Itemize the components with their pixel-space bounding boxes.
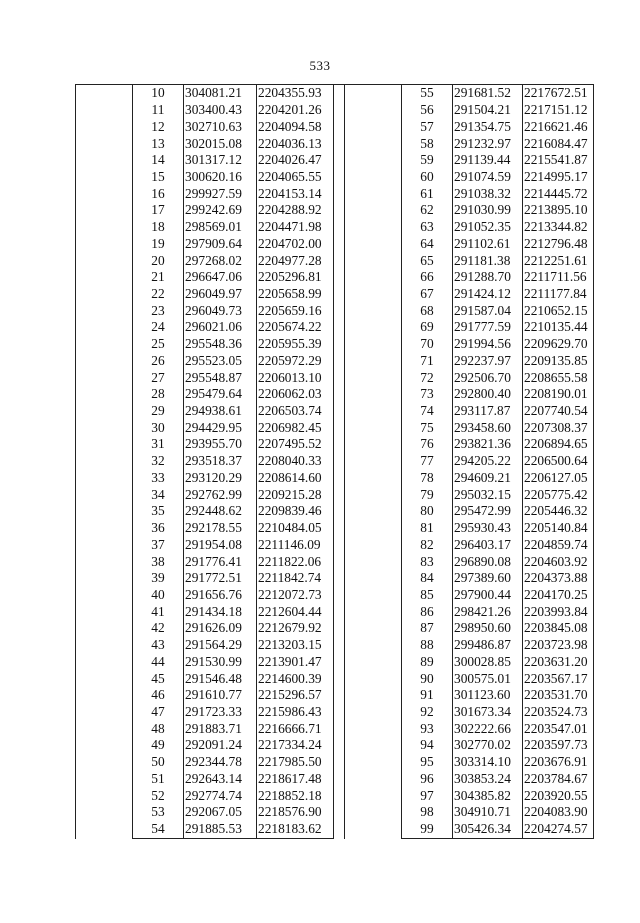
left-y-coordinate: 2206062.03 [257,386,334,403]
right-x-coordinate: 297389.60 [453,570,523,587]
coordinate-table [75,84,594,839]
left-x-coordinate: 295479.64 [184,386,257,403]
right-y-coordinate: 2206894.65 [523,436,594,453]
left-point-number: 29 [151,403,165,419]
left-y-coordinate: 2217334.24 [257,737,334,754]
right-x-coordinate: 302770.02 [453,737,523,754]
right-y-coordinate: 2203567.17 [523,670,594,687]
left-x-coordinate: 296021.06 [184,319,257,336]
left-point-number: 22 [151,286,165,302]
right-y-coordinate: 2204859.74 [523,536,594,553]
right-point-number: 73 [420,386,434,402]
left-point-number: 48 [151,720,165,736]
left-point-number: 49 [151,737,165,753]
right-x-coordinate: 291038.32 [453,185,523,202]
right-x-coordinate: 297900.44 [453,587,523,604]
left-y-coordinate: 2218576.90 [257,804,334,821]
right-y-coordinate: 2211177.84 [523,286,594,303]
right-x-coordinate: 295930.43 [453,520,523,537]
left-y-coordinate: 2216666.71 [257,720,334,737]
right-x-coordinate: 299486.87 [453,637,523,654]
right-y-coordinate: 2203784.67 [523,771,594,788]
right-x-coordinate: 295472.99 [453,503,523,520]
right-x-coordinate: 304385.82 [453,787,523,804]
left-y-coordinate: 2204153.14 [257,185,334,202]
right-y-coordinate: 2206500.64 [523,453,594,470]
right-point-number: 90 [420,670,434,686]
right-x-coordinate: 292506.70 [453,369,523,386]
left-y-coordinate: 2205658.99 [257,286,334,303]
right-y-coordinate: 2208190.01 [523,386,594,403]
right-y-coordinate: 2203631.20 [523,653,594,670]
right-y-coordinate: 2207308.37 [523,419,594,436]
right-y-coordinate: 2204170.25 [523,587,594,604]
left-y-coordinate: 2214600.39 [257,670,334,687]
left-y-coordinate: 2206503.74 [257,403,334,420]
right-point-number: 88 [420,637,434,653]
right-y-coordinate: 2203845.08 [523,620,594,637]
left-y-coordinate: 2210484.05 [257,520,334,537]
left-point-number: 10 [133,85,184,102]
left-y-coordinate: 2204355.93 [257,85,334,102]
right-x-coordinate: 291052.35 [453,219,523,236]
left-x-coordinate: 293518.37 [184,453,257,470]
left-point-number: 37 [151,536,165,552]
right-point-number: 84 [420,570,434,586]
right-y-coordinate: 2206127.05 [523,470,594,487]
right-point-number: 56 [420,102,434,118]
left-y-coordinate: 2218852.18 [257,787,334,804]
left-point-number: 27 [151,369,165,385]
left-y-coordinate: 2204288.92 [257,202,334,219]
right-x-coordinate: 293117.87 [453,403,523,420]
right-x-coordinate: 291681.52 [453,85,523,102]
right-point-number: 86 [420,603,434,619]
right-y-coordinate: 2213344.82 [523,219,594,236]
right-x-coordinate: 291777.59 [453,319,523,336]
right-point-number: 75 [420,419,434,435]
left-point-number: 31 [151,436,165,452]
right-x-coordinate: 296403.17 [453,536,523,553]
right-y-coordinate: 2205446.32 [523,503,594,520]
left-y-coordinate: 2205659.16 [257,302,334,319]
right-x-coordinate: 292800.40 [453,386,523,403]
right-point-number: 99 [402,821,453,839]
right-y-coordinate: 2203993.84 [523,603,594,620]
left-y-coordinate: 2209839.46 [257,503,334,520]
left-point-number: 35 [151,503,165,519]
right-point-number: 65 [420,252,434,268]
left-y-coordinate: 2213203.15 [257,637,334,654]
left-y-coordinate: 2204036.13 [257,135,334,152]
left-x-coordinate: 298569.01 [184,219,257,236]
right-y-coordinate: 2203723.98 [523,637,594,654]
left-y-coordinate: 2209215.28 [257,486,334,503]
right-x-coordinate: 291288.70 [453,269,523,286]
right-x-coordinate: 300575.01 [453,670,523,687]
left-x-coordinate: 293120.29 [184,470,257,487]
left-x-coordinate: 291434.18 [184,603,257,620]
left-point-number: 24 [151,319,165,335]
right-y-coordinate: 2203524.73 [523,704,594,721]
right-point-number: 72 [420,369,434,385]
right-point-number: 74 [420,403,434,419]
right-y-coordinate: 2212796.48 [523,236,594,253]
left-x-coordinate: 303400.43 [184,102,257,119]
right-x-coordinate: 291354.75 [453,118,523,135]
right-x-coordinate: 300028.85 [453,653,523,670]
left-point-number: 53 [151,804,165,820]
left-x-coordinate: 295548.87 [184,369,257,386]
right-x-coordinate: 291181.38 [453,252,523,269]
left-point-number: 25 [151,336,165,352]
right-y-coordinate: 2210135.44 [523,319,594,336]
right-point-number: 85 [420,586,434,602]
left-point-number: 32 [151,453,165,469]
left-point-number: 11 [151,102,165,118]
left-y-coordinate: 2217985.50 [257,754,334,771]
left-point-number: 38 [151,553,165,569]
right-point-number: 55 [402,85,453,102]
left-point-number: 26 [151,352,165,368]
left-x-coordinate: 291776.41 [184,553,257,570]
left-y-coordinate: 2205955.39 [257,336,334,353]
left-x-coordinate: 291530.99 [184,653,257,670]
left-point-number: 39 [151,570,165,586]
column-gap [334,85,345,839]
right-y-coordinate: 2204274.57 [523,821,594,839]
right-point-number: 76 [420,436,434,452]
left-point-number: 12 [151,118,165,134]
right-x-coordinate: 291139.44 [453,152,523,169]
right-point-number: 77 [420,453,434,469]
left-point-number: 34 [151,486,165,502]
left-y-coordinate: 2204702.00 [257,236,334,253]
right-x-coordinate: 292237.97 [453,353,523,370]
right-point-number: 96 [420,770,434,786]
right-point-number: 89 [420,653,434,669]
right-point-number: 97 [420,787,434,803]
left-x-coordinate: 291772.51 [184,570,257,587]
left-y-coordinate: 2211842.74 [257,570,334,587]
right-y-coordinate: 2217672.51 [523,85,594,102]
right-x-coordinate: 303314.10 [453,754,523,771]
left-point-number: 15 [151,168,165,184]
right-x-coordinate: 291994.56 [453,336,523,353]
right-y-coordinate: 2209135.85 [523,353,594,370]
left-point-number: 19 [151,235,165,251]
left-y-coordinate: 2206013.10 [257,369,334,386]
right-x-coordinate: 294205.22 [453,453,523,470]
left-point-number: 46 [151,687,165,703]
right-point-number: 63 [420,219,434,235]
left-x-coordinate: 304081.21 [184,85,257,102]
right-x-coordinate: 296890.08 [453,553,523,570]
left-y-coordinate: 2208614.60 [257,470,334,487]
right-y-coordinate: 2204083.90 [523,804,594,821]
left-point-number: 20 [151,252,165,268]
table-row [76,85,594,102]
right-x-coordinate: 303853.24 [453,771,523,788]
left-y-coordinate: 2212604.44 [257,603,334,620]
right-x-coordinate: 291102.61 [453,236,523,253]
left-x-coordinate: 291954.08 [184,536,257,553]
left-point-number: 52 [151,787,165,803]
right-x-coordinate: 291587.04 [453,302,523,319]
left-point-number: 42 [151,620,165,636]
right-y-coordinate: 2203597.73 [523,737,594,754]
right-point-number: 71 [420,352,434,368]
left-x-coordinate: 292344.78 [184,754,257,771]
right-point-number: 57 [420,118,434,134]
right-point-number: 59 [420,152,434,168]
left-point-number: 44 [151,653,165,669]
right-x-coordinate: 293821.36 [453,436,523,453]
left-x-coordinate: 292067.05 [184,804,257,821]
left-point-number: 36 [151,520,165,536]
right-y-coordinate: 2208655.58 [523,369,594,386]
left-point-number: 41 [151,603,165,619]
left-point-number: 30 [151,419,165,435]
left-y-coordinate: 2212072.73 [257,587,334,604]
left-point-number: 50 [151,754,165,770]
left-x-coordinate: 297909.64 [184,236,257,253]
left-point-number: 13 [151,135,165,151]
right-x-coordinate: 301123.60 [453,687,523,704]
right-point-number: 82 [420,536,434,552]
right-y-coordinate: 2205775.42 [523,486,594,503]
right-x-coordinate: 304910.71 [453,804,523,821]
left-x-coordinate: 291723.33 [184,704,257,721]
right-point-number: 98 [420,804,434,820]
right-point-number: 58 [420,135,434,151]
left-x-coordinate: 295548.36 [184,336,257,353]
left-x-coordinate: 291885.53 [184,821,257,839]
left-point-number: 21 [151,269,165,285]
left-point-number: 16 [151,185,165,201]
right-y-coordinate: 2207740.54 [523,403,594,420]
right-x-coordinate: 291074.59 [453,169,523,186]
left-x-coordinate: 291656.76 [184,587,257,604]
right-y-coordinate: 2209629.70 [523,336,594,353]
left-point-number: 14 [151,152,165,168]
left-x-coordinate: 291883.71 [184,720,257,737]
right-y-coordinate: 2211711.56 [523,269,594,286]
left-x-coordinate: 301317.12 [184,152,257,169]
left-y-coordinate: 2207495.52 [257,436,334,453]
left-x-coordinate: 296049.97 [184,286,257,303]
left-x-coordinate: 302015.08 [184,135,257,152]
right-point-number: 83 [420,553,434,569]
left-x-coordinate: 297268.02 [184,252,257,269]
left-y-coordinate: 2211146.09 [257,536,334,553]
left-y-coordinate: 2204471.98 [257,219,334,236]
coordinate-table-body [76,85,594,839]
right-y-coordinate: 2203547.01 [523,720,594,737]
right-point-number: 68 [420,302,434,318]
right-y-coordinate: 2204373.88 [523,570,594,587]
right-x-coordinate: 291504.21 [453,102,523,119]
left-x-coordinate: 291626.09 [184,620,257,637]
left-x-coordinate: 293955.70 [184,436,257,453]
right-point-number: 80 [420,503,434,519]
left-y-coordinate: 2204201.26 [257,102,334,119]
left-x-coordinate: 302710.63 [184,118,257,135]
right-y-coordinate: 2205140.84 [523,520,594,537]
left-y-coordinate: 2218617.48 [257,771,334,788]
right-y-coordinate: 2214995.17 [523,169,594,186]
right-x-coordinate: 294609.21 [453,470,523,487]
right-point-number: 91 [420,687,434,703]
right-y-coordinate: 2216621.46 [523,118,594,135]
right-point-number: 61 [420,185,434,201]
left-x-coordinate: 299242.69 [184,202,257,219]
right-y-coordinate: 2210652.15 [523,302,594,319]
right-y-coordinate: 2203920.55 [523,787,594,804]
left-point-number: 45 [151,670,165,686]
left-y-coordinate: 2213901.47 [257,653,334,670]
left-point-number: 28 [151,386,165,402]
left-x-coordinate: 292774.74 [184,787,257,804]
right-x-coordinate: 291232.97 [453,135,523,152]
right-y-coordinate: 2203531.70 [523,687,594,704]
right-x-coordinate: 301673.34 [453,704,523,721]
right-point-number: 95 [420,754,434,770]
right-x-coordinate: 293458.60 [453,419,523,436]
left-y-coordinate: 2215986.43 [257,704,334,721]
right-point-number: 70 [420,336,434,352]
left-point-number: 54 [133,821,184,839]
right-y-coordinate: 2212251.61 [523,252,594,269]
right-blank-column [345,85,402,839]
right-x-coordinate: 295032.15 [453,486,523,503]
right-point-number: 62 [420,202,434,218]
right-y-coordinate: 2213895.10 [523,202,594,219]
right-point-number: 78 [420,469,434,485]
right-point-number: 69 [420,319,434,335]
left-x-coordinate: 292178.55 [184,520,257,537]
right-x-coordinate: 298421.26 [453,603,523,620]
left-y-coordinate: 2212679.92 [257,620,334,637]
right-x-coordinate: 291424.12 [453,286,523,303]
left-point-number: 47 [151,703,165,719]
left-point-number: 17 [151,202,165,218]
right-point-number: 87 [420,620,434,636]
left-x-coordinate: 291610.77 [184,687,257,704]
left-x-coordinate: 294938.61 [184,403,257,420]
left-y-coordinate: 2205972.29 [257,353,334,370]
left-y-coordinate: 2205674.22 [257,319,334,336]
right-x-coordinate: 302222.66 [453,720,523,737]
right-point-number: 94 [420,737,434,753]
left-x-coordinate: 300620.16 [184,169,257,186]
left-point-number: 40 [151,586,165,602]
right-x-coordinate: 291030.99 [453,202,523,219]
left-point-number: 33 [151,469,165,485]
left-y-coordinate: 2204065.55 [257,169,334,186]
right-point-number: 67 [420,286,434,302]
left-y-coordinate: 2205296.81 [257,269,334,286]
right-y-coordinate: 2215541.87 [523,152,594,169]
left-y-coordinate: 2211822.06 [257,553,334,570]
right-y-coordinate: 2217151.12 [523,102,594,119]
left-point-number: 43 [151,637,165,653]
left-x-coordinate: 291546.48 [184,670,257,687]
left-x-coordinate: 291564.29 [184,637,257,654]
left-y-coordinate: 2204094.58 [257,118,334,135]
right-point-number: 64 [420,235,434,251]
left-x-coordinate: 292762.99 [184,486,257,503]
right-x-coordinate: 305426.34 [453,821,523,839]
right-y-coordinate: 2214445.72 [523,185,594,202]
right-y-coordinate: 2204603.92 [523,553,594,570]
right-point-number: 92 [420,703,434,719]
left-x-coordinate: 292643.14 [184,771,257,788]
right-point-number: 93 [420,720,434,736]
left-x-coordinate: 296049.73 [184,302,257,319]
left-y-coordinate: 2208040.33 [257,453,334,470]
left-point-number: 18 [151,219,165,235]
left-y-coordinate: 2204026.47 [257,152,334,169]
left-x-coordinate: 299927.59 [184,185,257,202]
left-point-number: 23 [151,302,165,318]
left-point-number: 51 [151,770,165,786]
left-y-coordinate: 2206982.45 [257,419,334,436]
left-y-coordinate: 2215296.57 [257,687,334,704]
right-point-number: 79 [420,486,434,502]
right-x-coordinate: 298950.60 [453,620,523,637]
right-point-number: 66 [420,269,434,285]
left-blank-column [76,85,133,839]
right-y-coordinate: 2203676.91 [523,754,594,771]
left-x-coordinate: 292091.24 [184,737,257,754]
right-y-coordinate: 2216084.47 [523,135,594,152]
left-y-coordinate: 2218183.62 [257,821,334,839]
right-point-number: 60 [420,168,434,184]
left-x-coordinate: 292448.62 [184,503,257,520]
left-x-coordinate: 295523.05 [184,353,257,370]
left-y-coordinate: 2204977.28 [257,252,334,269]
page-number: 533 [309,58,331,73]
left-x-coordinate: 294429.95 [184,419,257,436]
left-x-coordinate: 296647.06 [184,269,257,286]
right-point-number: 81 [420,520,434,536]
